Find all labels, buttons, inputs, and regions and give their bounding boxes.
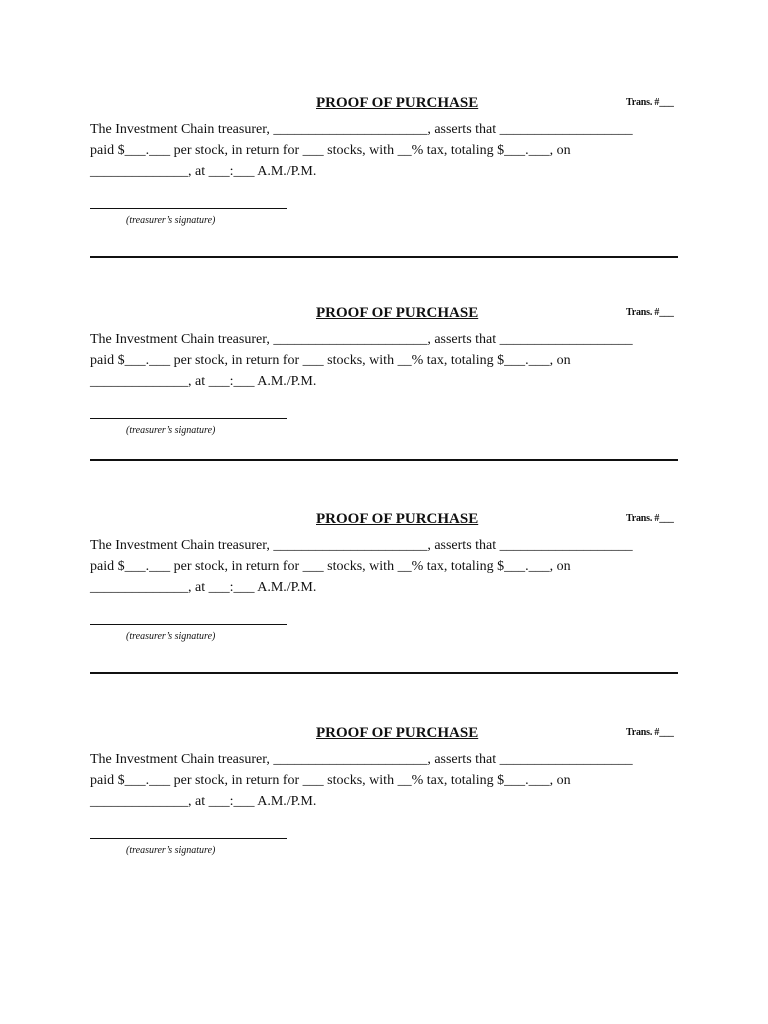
- transaction-number: Trans. #___: [626, 727, 674, 738]
- receipt-body-line-2: paid $___.___ per stock, in return for ___ stocks, with __% tax, totaling $___.___, on: [90, 353, 571, 368]
- signature-line: [90, 418, 287, 419]
- receipt-body-line-3: ______________, at ___:___ A.M./P.M.: [90, 794, 317, 809]
- receipt-4: [0, 724, 768, 924]
- signature-caption: (treasurer’s signature): [126, 845, 216, 856]
- receipt-body-line-1: The Investment Chain treasurer, ______________________, asserts that ___________________: [90, 538, 633, 553]
- receipt-separator: [90, 672, 678, 674]
- signature-caption: (treasurer’s signature): [126, 631, 216, 642]
- receipt-title: PROOF OF PURCHASE: [316, 305, 479, 321]
- receipt-3: [0, 510, 768, 710]
- signature-caption: (treasurer’s signature): [126, 215, 216, 226]
- receipt-body-line-1: The Investment Chain treasurer, ______________________, asserts that ___________________: [90, 122, 633, 137]
- signature-line: [90, 624, 287, 625]
- receipt-title: PROOF OF PURCHASE: [316, 511, 479, 527]
- signature-line: [90, 208, 287, 209]
- receipt-separator: [90, 256, 678, 258]
- receipt-2: [0, 304, 768, 504]
- receipt-1: [0, 94, 768, 294]
- transaction-number: Trans. #___: [626, 97, 674, 108]
- receipt-body-line-1: The Investment Chain treasurer, ______________________, asserts that ___________________: [90, 752, 633, 767]
- signature-line: [90, 838, 287, 839]
- receipt-title: PROOF OF PURCHASE: [316, 725, 479, 741]
- transaction-number: Trans. #___: [626, 513, 674, 524]
- transaction-number: Trans. #___: [626, 307, 674, 318]
- receipt-body-line-2: paid $___.___ per stock, in return for ___ stocks, with __% tax, totaling $___.___, on: [90, 143, 571, 158]
- receipt-body-line-2: paid $___.___ per stock, in return for ___ stocks, with __% tax, totaling $___.___, on: [90, 773, 571, 788]
- receipt-title: PROOF OF PURCHASE: [316, 95, 479, 111]
- receipt-separator: [90, 459, 678, 461]
- receipt-body-line-3: ______________, at ___:___ A.M./P.M.: [90, 374, 317, 389]
- receipt-body-line-2: paid $___.___ per stock, in return for ___ stocks, with __% tax, totaling $___.___, on: [90, 559, 571, 574]
- signature-caption: (treasurer’s signature): [126, 425, 216, 436]
- receipt-body-line-3: ______________, at ___:___ A.M./P.M.: [90, 164, 317, 179]
- receipt-body-line-3: ______________, at ___:___ A.M./P.M.: [90, 580, 317, 595]
- receipt-body-line-1: The Investment Chain treasurer, ______________________, asserts that ___________________: [90, 332, 633, 347]
